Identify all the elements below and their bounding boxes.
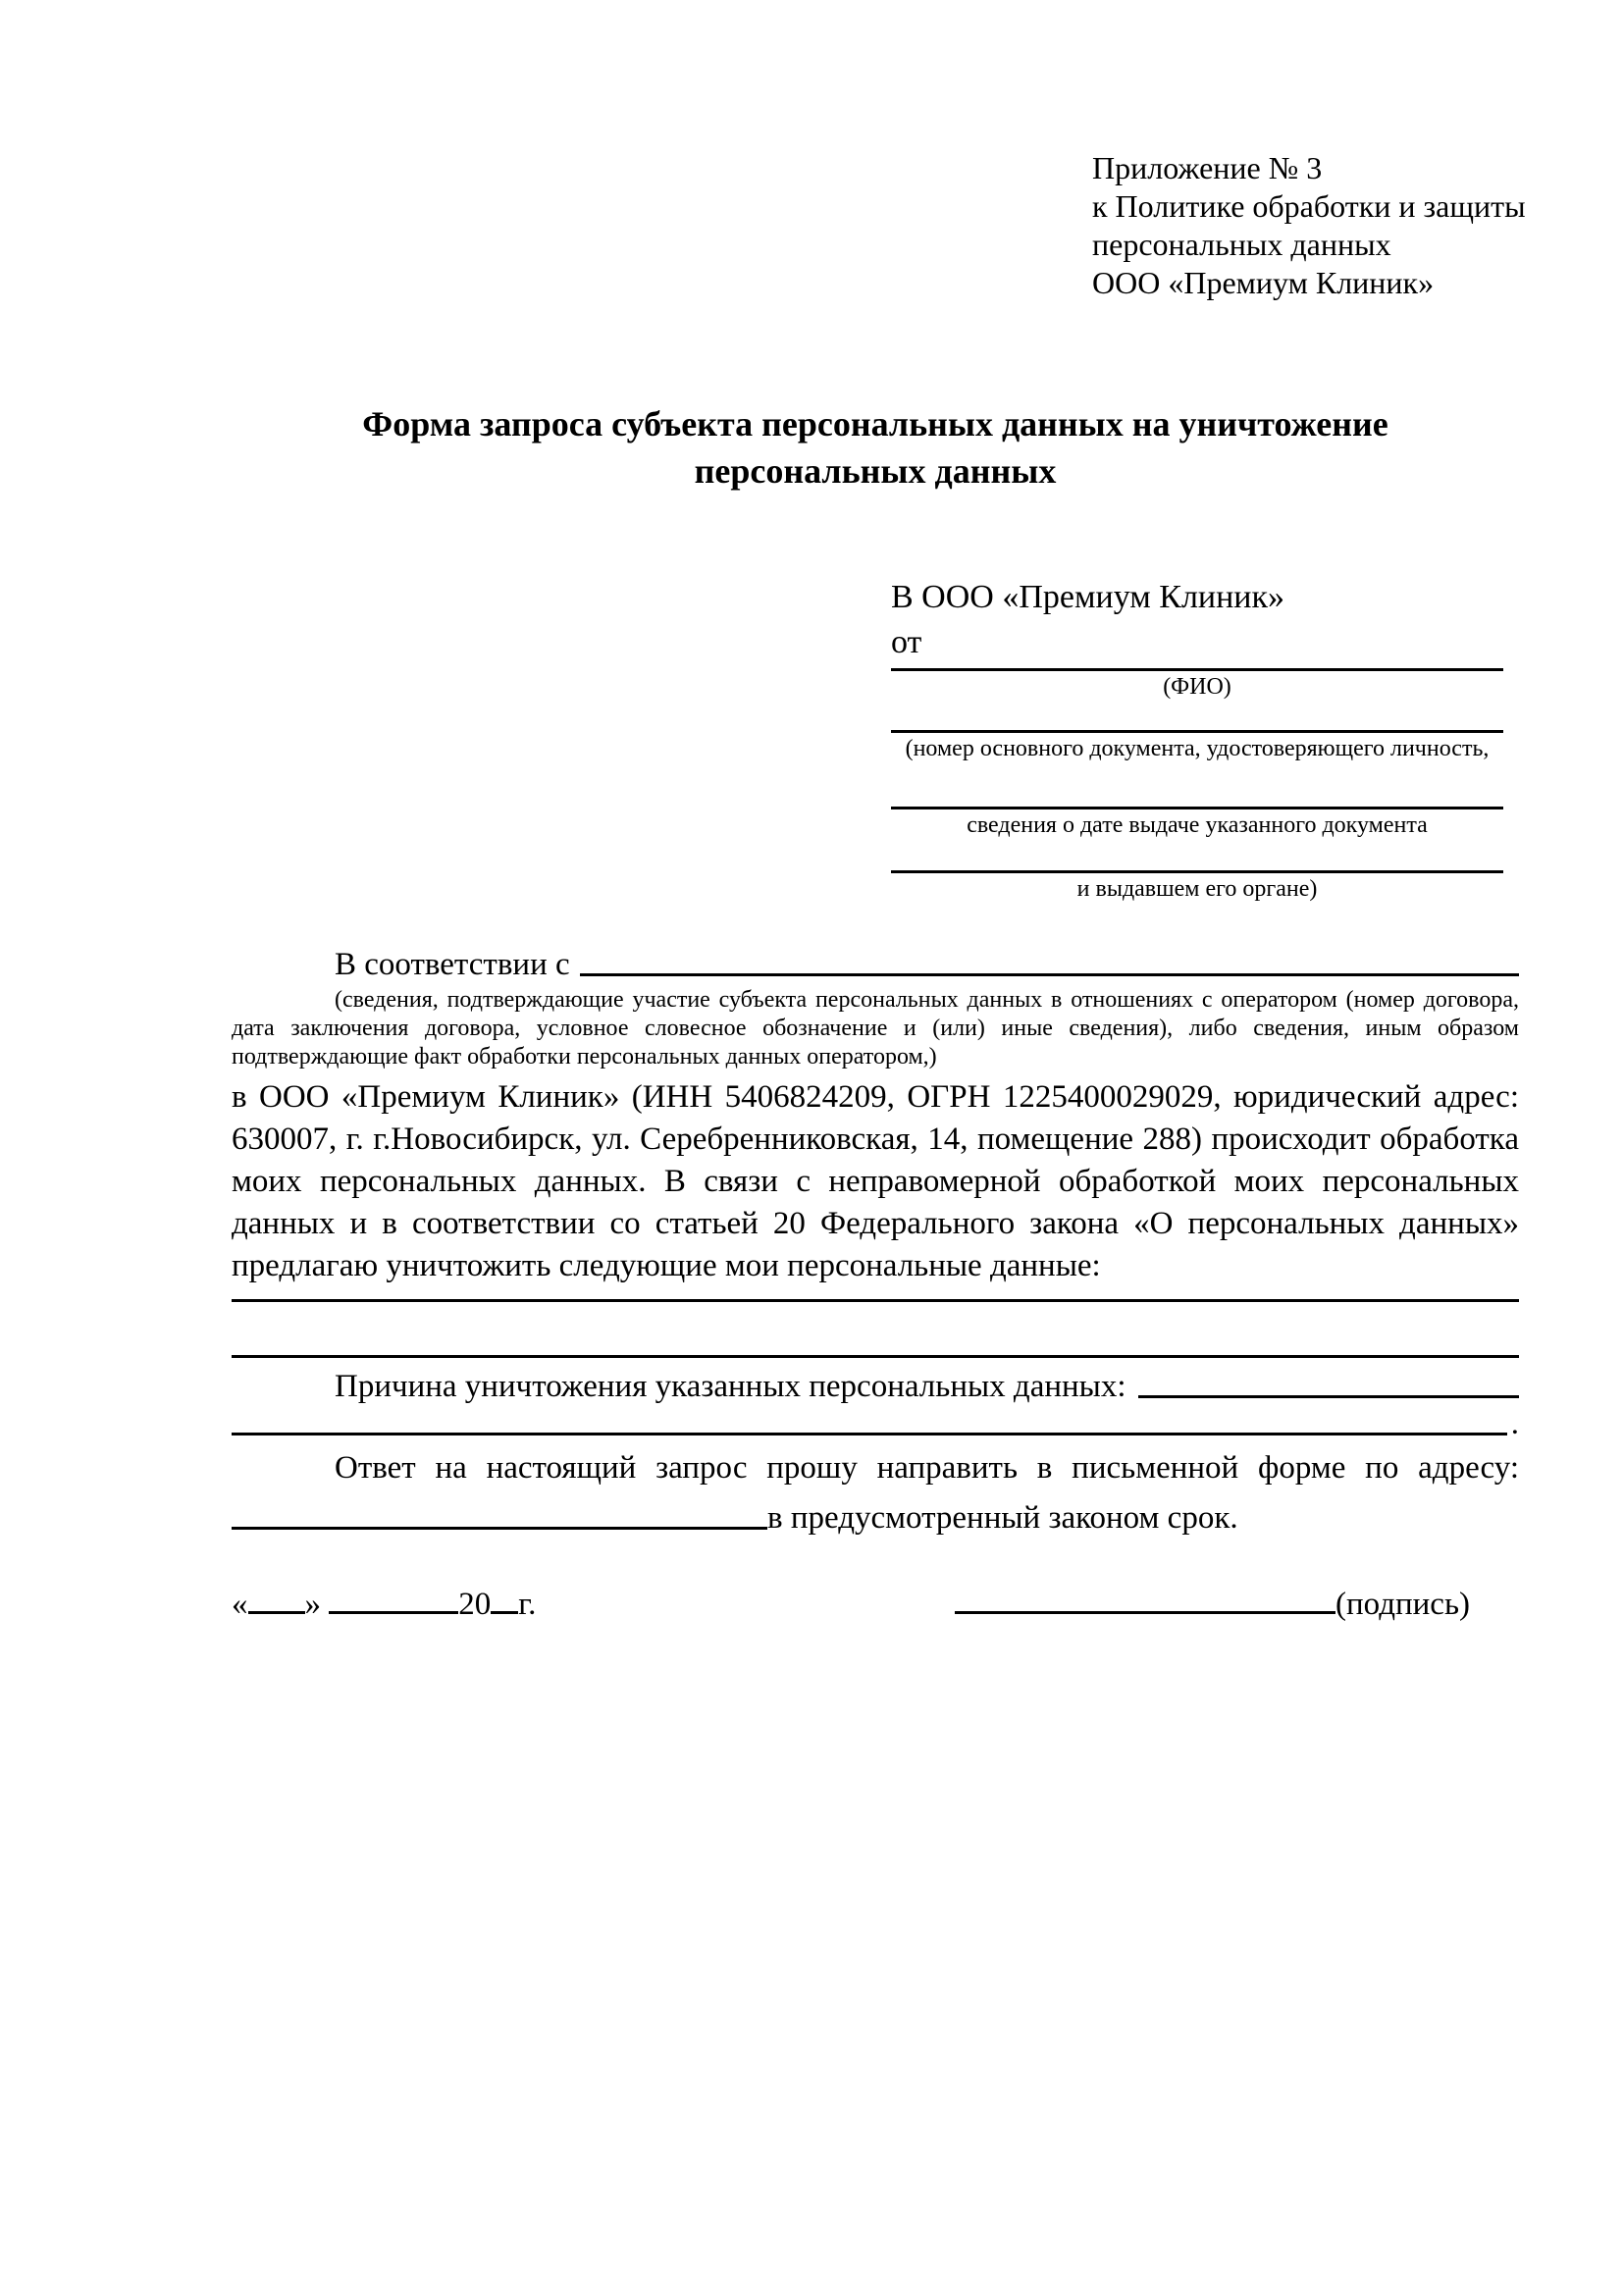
signature-line <box>955 1582 1470 1623</box>
response-paragraph: Ответ на настоящий запрос прошу направить в письменной форме по адресу: <box>335 1450 1519 1486</box>
reason-label: Причина уничтожения указанных персональных данных: <box>335 1369 1126 1404</box>
issue-date-blank-line <box>891 807 1503 809</box>
date-open-quote: « <box>232 1587 248 1622</box>
main-paragraph: в ООО «Премиум Клиник» (ИНН 5406824209, ОГРН 1225400029029, юридический адрес: 630007, г. г.Новосибирск, ул. Серебренниковская, 14, помещение 288) происходит обработка моих персональных данных. В связи с неправомерной обработкой моих персональных данных и в соответствии со статьей 20 Федерального закона «О персональных данных» предлагаю уничтожить следующие мои персональные данные: <box>232 1079 1519 1283</box>
issuing-authority-blank-line <box>891 870 1503 873</box>
response-tail: в предусмотренный законом срок. <box>767 1500 1238 1536</box>
date-signature-row <box>232 1574 1519 1623</box>
date-close-quote: » <box>304 1587 321 1622</box>
fio-caption: (ФИО) <box>1163 674 1231 700</box>
form-title <box>232 400 1519 495</box>
address-blank-line <box>232 1527 767 1530</box>
signature-caption: (подпись) <box>1335 1587 1470 1622</box>
date-year-suffix: г. <box>518 1587 537 1622</box>
fio-blank-line <box>891 668 1503 671</box>
accordance-line <box>232 938 1519 983</box>
line-end-period: . <box>1510 1406 1519 1441</box>
form-title-line2: персональных данных <box>694 451 1057 491</box>
reason-continuation-line <box>232 1405 1519 1442</box>
date-line <box>232 1582 536 1623</box>
address-line <box>232 1491 1519 1537</box>
reason-continuation-blank-line <box>232 1433 1507 1435</box>
issuing-authority-caption: и выдавшем его органе) <box>1076 876 1318 902</box>
date-year-prefix: 20 <box>458 1587 492 1622</box>
appendix-line: к Политике обработки и защиты <box>1092 188 1526 224</box>
doc-number-caption: (номер основного документа, удостоверяющего личность, <box>905 736 1490 761</box>
signature-blank-line <box>955 1582 1335 1614</box>
accordance-blank-line <box>580 973 1519 976</box>
data-blank-line-2 <box>232 1302 1519 1358</box>
date-year-blank <box>491 1582 518 1614</box>
addressee-to: В ООО «Премиум Клиник» <box>891 579 1285 615</box>
appendix-note <box>1092 149 1526 302</box>
data-blank-line-1 <box>232 1287 1519 1302</box>
date-month-blank <box>329 1582 458 1614</box>
appendix-line: ООО «Премиум Клиник» <box>1092 265 1435 300</box>
issue-date-caption: сведения о дате выдаче указанного документа <box>967 812 1428 838</box>
reason-line <box>232 1358 1519 1405</box>
addressee-block <box>891 579 1503 913</box>
accordance-label: В соответствии с <box>335 947 570 982</box>
reason-blank-line <box>1138 1395 1519 1398</box>
form-title-line1: Форма запроса субъекта персональных данных на уничтожение <box>362 404 1388 444</box>
appendix-line: Приложение № 3 <box>1092 150 1323 185</box>
appendix-line: персональных данных <box>1092 227 1391 262</box>
addressee-from: от <box>891 624 922 660</box>
body-content <box>232 938 1519 1623</box>
footnote-text: (сведения, подтверждающие участие субъекта персональных данных в отношениях с оператором (номер договора, дата заключения договора, условное словесное обозначение и (или) иные сведения), либо сведения, иным образом подтверждающие факт обработки персональных данных оператором,) <box>232 987 1519 1070</box>
date-day-blank <box>248 1582 305 1614</box>
doc-number-blank-line <box>891 730 1503 733</box>
